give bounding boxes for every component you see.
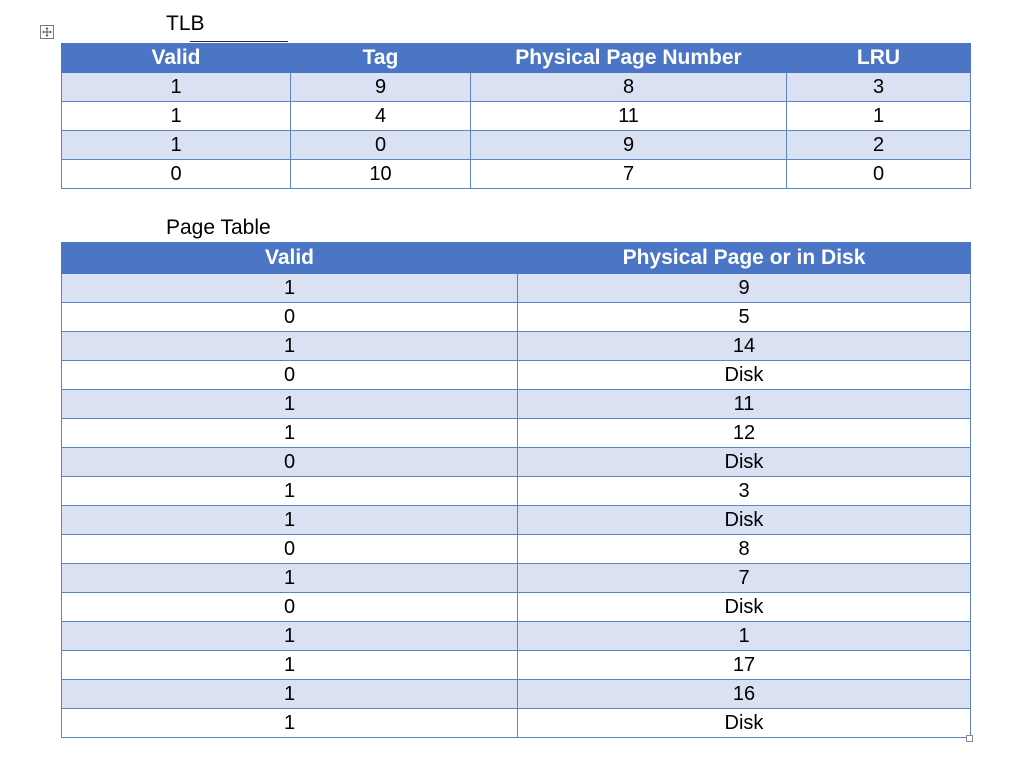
- table-row: [62, 419, 971, 448]
- tlb-cell-valid: 0: [62, 160, 291, 189]
- table-row: [62, 709, 971, 738]
- page-table-cell-valid: 1: [62, 477, 518, 506]
- table-row: [62, 160, 971, 189]
- page-table-cell-valid: 1: [62, 709, 518, 738]
- page-table-cell-physical-page: Disk: [518, 448, 971, 477]
- page-table-cell-physical-page: Disk: [518, 361, 971, 390]
- table-row: [62, 535, 971, 564]
- page-table-cell-physical-page: 16: [518, 680, 971, 709]
- page-table-cell-valid: 0: [62, 361, 518, 390]
- table-row: [62, 274, 971, 303]
- table-row: [62, 506, 971, 535]
- page-table-header-row: [62, 243, 971, 274]
- tlb-cell-ppn: 11: [471, 102, 787, 131]
- tlb-header-valid: Valid: [62, 44, 291, 73]
- page-table-cell-physical-page: 17: [518, 651, 971, 680]
- tlb-cell-tag: 9: [291, 73, 471, 102]
- move-arrows-icon: [42, 27, 52, 37]
- tlb-cell-tag: 4: [291, 102, 471, 131]
- page-table: [61, 242, 971, 738]
- tlb-cell-lru: 2: [787, 131, 971, 160]
- table-row: [62, 564, 971, 593]
- table-row: [62, 73, 971, 102]
- tlb-header-ppn: Physical Page Number: [471, 44, 787, 73]
- page-table-cell-physical-page: 1: [518, 622, 971, 651]
- page-table-cell-valid: 1: [62, 564, 518, 593]
- tlb-cell-lru: 1: [787, 102, 971, 131]
- page-table-cell-physical-page: 5: [518, 303, 971, 332]
- page-table-header-valid: Valid: [62, 243, 518, 274]
- page-table-cell-physical-page: 8: [518, 535, 971, 564]
- tlb-header-tag: Tag: [291, 44, 471, 73]
- tlb-cell-ppn: 7: [471, 160, 787, 189]
- page-table-header-physical-page: Physical Page or in Disk: [518, 243, 971, 274]
- table-row: [62, 361, 971, 390]
- tlb-cell-tag: 0: [291, 131, 471, 160]
- tlb-cell-ppn: 9: [471, 131, 787, 160]
- page-table-cell-valid: 1: [62, 332, 518, 361]
- page-table-cell-valid: 1: [62, 622, 518, 651]
- table-row: [62, 680, 971, 709]
- page-table-cell-valid: 0: [62, 448, 518, 477]
- table-resize-handle-icon[interactable]: [966, 735, 973, 742]
- table-row: [62, 303, 971, 332]
- page-table-cell-physical-page: Disk: [518, 593, 971, 622]
- table-row: [62, 102, 971, 131]
- page-table-cell-physical-page: 11: [518, 390, 971, 419]
- page-table-cell-physical-page: 12: [518, 419, 971, 448]
- table-row: [62, 593, 971, 622]
- page-table-cell-valid: 1: [62, 651, 518, 680]
- tlb-cell-lru: 0: [787, 160, 971, 189]
- page-table-cell-valid: 1: [62, 506, 518, 535]
- page-table-cell-valid: 1: [62, 419, 518, 448]
- tlb-header-row: [62, 44, 971, 73]
- tlb-cell-lru: 3: [787, 73, 971, 102]
- table-row: [62, 448, 971, 477]
- page-table-cell-physical-page: 9: [518, 274, 971, 303]
- caption-underline: [190, 41, 288, 42]
- page-table-cell-physical-page: Disk: [518, 506, 971, 535]
- page-table-caption: Page Table: [166, 216, 271, 239]
- tlb-cell-valid: 1: [62, 73, 291, 102]
- tlb-header-lru: LRU: [787, 44, 971, 73]
- tlb-cell-valid: 1: [62, 102, 291, 131]
- table-row: [62, 477, 971, 506]
- page-table-cell-valid: 1: [62, 390, 518, 419]
- tlb-caption: TLB: [166, 12, 205, 35]
- tlb-cell-tag: 10: [291, 160, 471, 189]
- page-table-cell-valid: 0: [62, 593, 518, 622]
- page-table-cell-valid: 1: [62, 680, 518, 709]
- page-table-cell-valid: 1: [62, 274, 518, 303]
- tlb-table: [61, 43, 971, 189]
- table-row: [62, 622, 971, 651]
- table-row: [62, 651, 971, 680]
- page-table-cell-physical-page: 7: [518, 564, 971, 593]
- table-row: [62, 332, 971, 361]
- page-table-cell-physical-page: 3: [518, 477, 971, 506]
- tlb-cell-valid: 1: [62, 131, 291, 160]
- page-table-cell-physical-page: Disk: [518, 709, 971, 738]
- page-table-cell-physical-page: 14: [518, 332, 971, 361]
- table-row: [62, 131, 971, 160]
- tlb-cell-ppn: 8: [471, 73, 787, 102]
- table-move-handle-icon[interactable]: [40, 25, 54, 39]
- page-table-cell-valid: 0: [62, 303, 518, 332]
- table-row: [62, 390, 971, 419]
- page-table-cell-valid: 0: [62, 535, 518, 564]
